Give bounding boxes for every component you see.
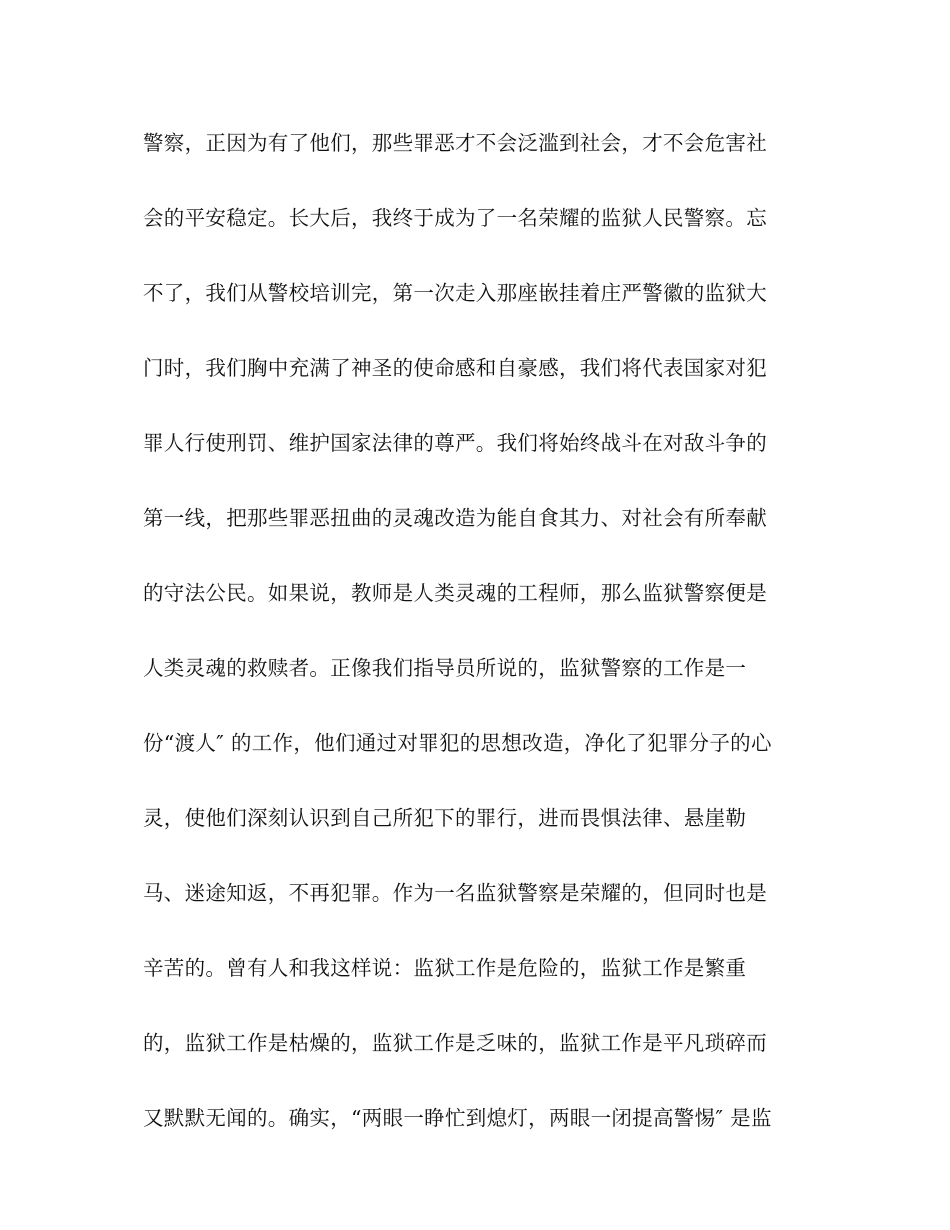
text-line: 门时，我们胸中充满了神圣的使命感和自豪感，我们将代表国家对犯 — [143, 356, 767, 380]
text-line: 的守法公民。如果说，教师是人类灵魂的工程师，那么监狱警察便是 — [143, 581, 767, 605]
text-line: 辛苦的。曾有人和我这样说：监狱工作是危险的，监狱工作是繁重 — [143, 956, 747, 980]
text-line: 份“渡人″ 的工作，他们通过对罪犯的思想改造，净化了犯罪分子的心 — [143, 731, 772, 755]
text-line: 罪人行使刑罚、维护国家法律的尊严。我们将始终战斗在对敌斗争的 — [143, 431, 767, 455]
text-line: 马、迷途知返，不再犯罪。作为一名监狱警察是荣耀的，但同时也是 — [143, 881, 767, 905]
text-line: 的，监狱工作是枯燥的，监狱工作是乏味的，监狱工作是平凡琐碎而 — [143, 1031, 767, 1055]
text-line: 会的平安稳定。长大后，我终于成为了一名荣耀的监狱人民警察。忘 — [143, 206, 767, 230]
text-line: 第一线，把那些罪恶扭曲的灵魂改造为能自食其力、对社会有所奉献 — [143, 506, 767, 530]
text-line: 人类灵魂的救赎者。正像我们指导员所说的，监狱警察的工作是一 — [143, 656, 747, 680]
text-line: 又默默无闻的。确实，“两眼一睁忙到熄灯，两眼一闭提高警惕″ 是监 — [143, 1106, 772, 1130]
text-line: 灵，使他们深刻认识到自己所犯下的罪行，进而畏惧法律、悬崖勒 — [143, 806, 747, 830]
text-line: 不了，我们从警校培训完，第一次走入那座嵌挂着庄严警徽的监狱大 — [143, 281, 767, 305]
text-line: 警察，正因为有了他们，那些罪恶才不会泛滥到社会，才不会危害社 — [143, 131, 767, 155]
